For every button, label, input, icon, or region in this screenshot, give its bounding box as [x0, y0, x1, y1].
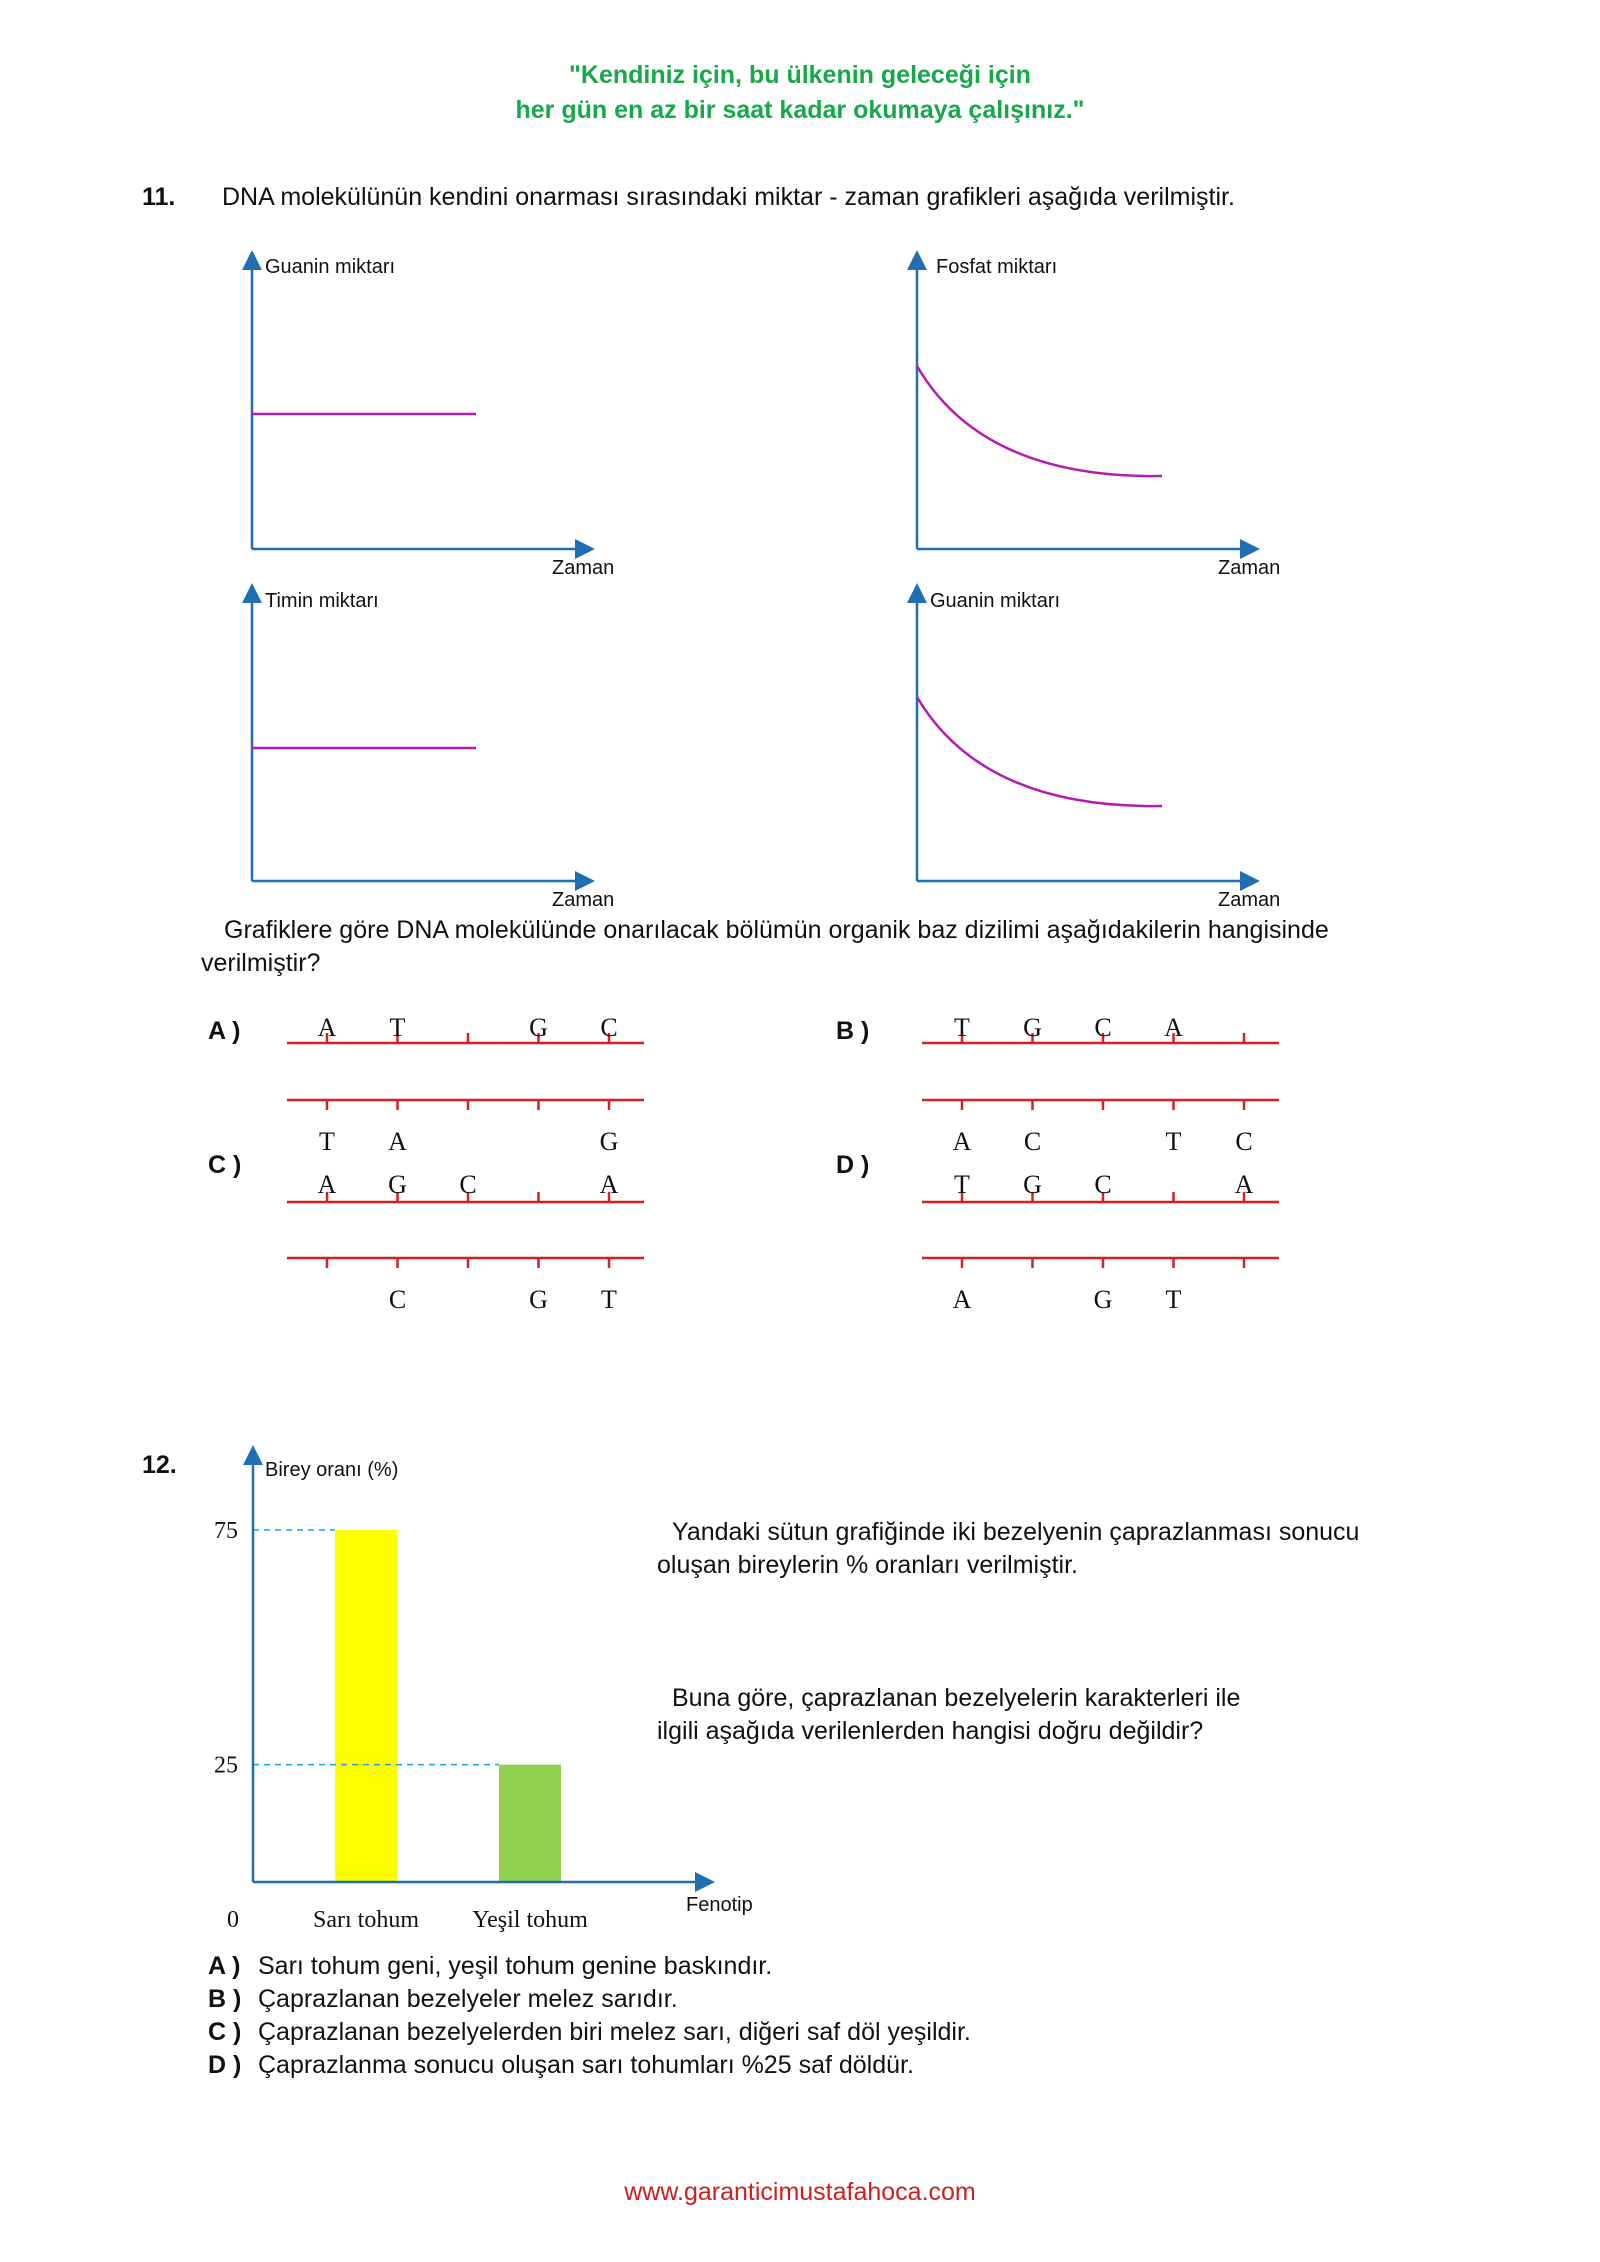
question-12-prompt-line-2: ilgili aşağıda verilenlerden hangisi doğru değildir? [657, 1717, 1204, 1745]
question-12-desc-line-2: oluşan bireylerin % oranları verilmiştir. [657, 1551, 1078, 1579]
x-axis-label: Zaman [1218, 557, 1281, 579]
question-11-prompt-line-2: verilmiştir? [201, 949, 321, 977]
option-c-label[interactable]: C ) [208, 1151, 242, 1179]
question-12-number: 12. [142, 1451, 177, 1479]
upper-base: G [388, 1170, 407, 1199]
complement-base: T [1165, 1127, 1182, 1156]
category-label: Sarı tohum [313, 1907, 419, 1933]
answer-b-text: Çaprazlanan bezelyeler melez sarıdır. [258, 1985, 678, 2013]
answer-a-label: A ) [208, 1952, 241, 1980]
y-axis-label: Timin miktarı [265, 590, 379, 612]
question-11-stem: DNA molekülünün kendini onarması sırasındaki miktar - zaman grafikleri aşağıda verilmiştir. [222, 183, 1235, 211]
answer-a[interactable] [208, 1950, 971, 1983]
upper-base: C [600, 1013, 618, 1042]
quote-line-2: her gün en az bir saat kadar okumaya çalışınız." [515, 96, 1085, 124]
category-label: Yeşil tohum [472, 1907, 588, 1933]
upper-base: C [1094, 1170, 1112, 1199]
y-axis-label: Birey oranı (%) [265, 1459, 399, 1481]
lower-base: G [1093, 1285, 1113, 1314]
decreasing-curve [917, 366, 1162, 476]
x-axis-label: Zaman [552, 557, 615, 579]
upper-base: C [459, 1170, 477, 1199]
answer-d-label: D ) [208, 2051, 242, 2079]
lower-base: T [1165, 1285, 1182, 1314]
y-axis-label: Guanin miktarı [265, 256, 396, 278]
x-axis-label: Zaman [552, 889, 615, 911]
y-tick-label: 0 [227, 1907, 239, 1933]
upper-base: A [1234, 1170, 1254, 1199]
x-axis-label: Zaman [1218, 889, 1281, 911]
y-axis-label: Fosfat miktarı [936, 256, 1058, 278]
decreasing-curve [917, 697, 1162, 806]
lower-base: G [529, 1285, 548, 1314]
lower-base: A [952, 1285, 972, 1314]
answer-d[interactable] [208, 2049, 971, 2082]
y-tick-label: 75 [214, 1518, 238, 1544]
option-d-label[interactable]: D ) [836, 1151, 870, 1179]
upper-base: T [954, 1013, 970, 1042]
q11-graphs [0, 0, 1600, 1000]
dna-option-d [922, 1127, 1279, 1314]
answer-a-text: Sarı tohum geni, yeşil tohum genine baskındır. [258, 1952, 773, 1980]
upper-base: G [529, 1013, 548, 1042]
complement-base: C [1235, 1127, 1253, 1156]
answer-b[interactable] [208, 1983, 971, 2016]
upper-base: G [1023, 1013, 1042, 1042]
answer-c-text: Çaprazlanan bezelyelerden biri melez sarı, diğeri saf döl yeşildir. [258, 2018, 971, 2046]
upper-base: T [389, 1013, 406, 1042]
answer-list [208, 1950, 971, 2082]
upper-base: A [599, 1170, 619, 1199]
upper-base: A [317, 1170, 337, 1199]
option-b-label[interactable]: B ) [836, 1017, 870, 1045]
upper-base: T [954, 1170, 970, 1199]
complement-base: G [599, 1127, 619, 1156]
question-12-desc-line-1: Yandaki sütun grafiğinde iki bezelyenin çaprazlanması sonucu [672, 1518, 1360, 1546]
y-axis-label: Guanin miktarı [930, 590, 1061, 612]
answer-b-label: B ) [208, 1985, 242, 2013]
answer-c-label: C ) [208, 2018, 242, 2046]
answer-d-text: Çaprazlanma sonucu oluşan sarı tohumları %25 saf döldür. [258, 2051, 914, 2079]
graph-guanin-1 [252, 256, 614, 579]
upper-base: A [317, 1013, 337, 1042]
x-axis-label: Fenotip [686, 1894, 753, 1916]
complement-base: C [1023, 1127, 1042, 1156]
graph-fosfat [917, 256, 1280, 579]
complement-base: T [319, 1127, 335, 1156]
dna-option-b [922, 1013, 1279, 1110]
answer-c[interactable] [208, 2016, 971, 2049]
option-a-label[interactable]: A ) [208, 1017, 241, 1045]
dna-option-c [287, 1127, 644, 1314]
upper-base: C [1094, 1013, 1112, 1042]
y-tick-label: 25 [214, 1752, 238, 1779]
dna-options [0, 980, 1600, 1320]
dna-option-a [287, 1013, 644, 1110]
complement-base: A [952, 1127, 972, 1156]
bar-sari [335, 1530, 397, 1882]
bar-yesil [499, 1765, 561, 1882]
lower-base: T [601, 1285, 617, 1314]
bar-chart [0, 1430, 760, 1950]
footer-url[interactable]: www.garanticimustafahoca.com [624, 2178, 976, 2206]
graph-guanin-2 [917, 590, 1280, 911]
question-12-prompt-line-1: Buna göre, çaprazlanan bezelyelerin karakterleri ile [672, 1684, 1241, 1712]
question-11-number: 11. [142, 183, 176, 211]
complement-base: A [388, 1127, 407, 1156]
question-11-prompt-line-1: Grafiklere göre DNA molekülünde onarılacak bölümün organik baz dizilimi aşağıdakilerin hangisinde [224, 916, 1329, 944]
graph-timin [252, 590, 614, 911]
upper-base: A [1164, 1013, 1183, 1042]
quote-line-1: "Kendiniz için, bu ülkenin geleceği için [569, 61, 1031, 89]
lower-base: C [388, 1285, 407, 1314]
upper-base: G [1023, 1170, 1042, 1199]
